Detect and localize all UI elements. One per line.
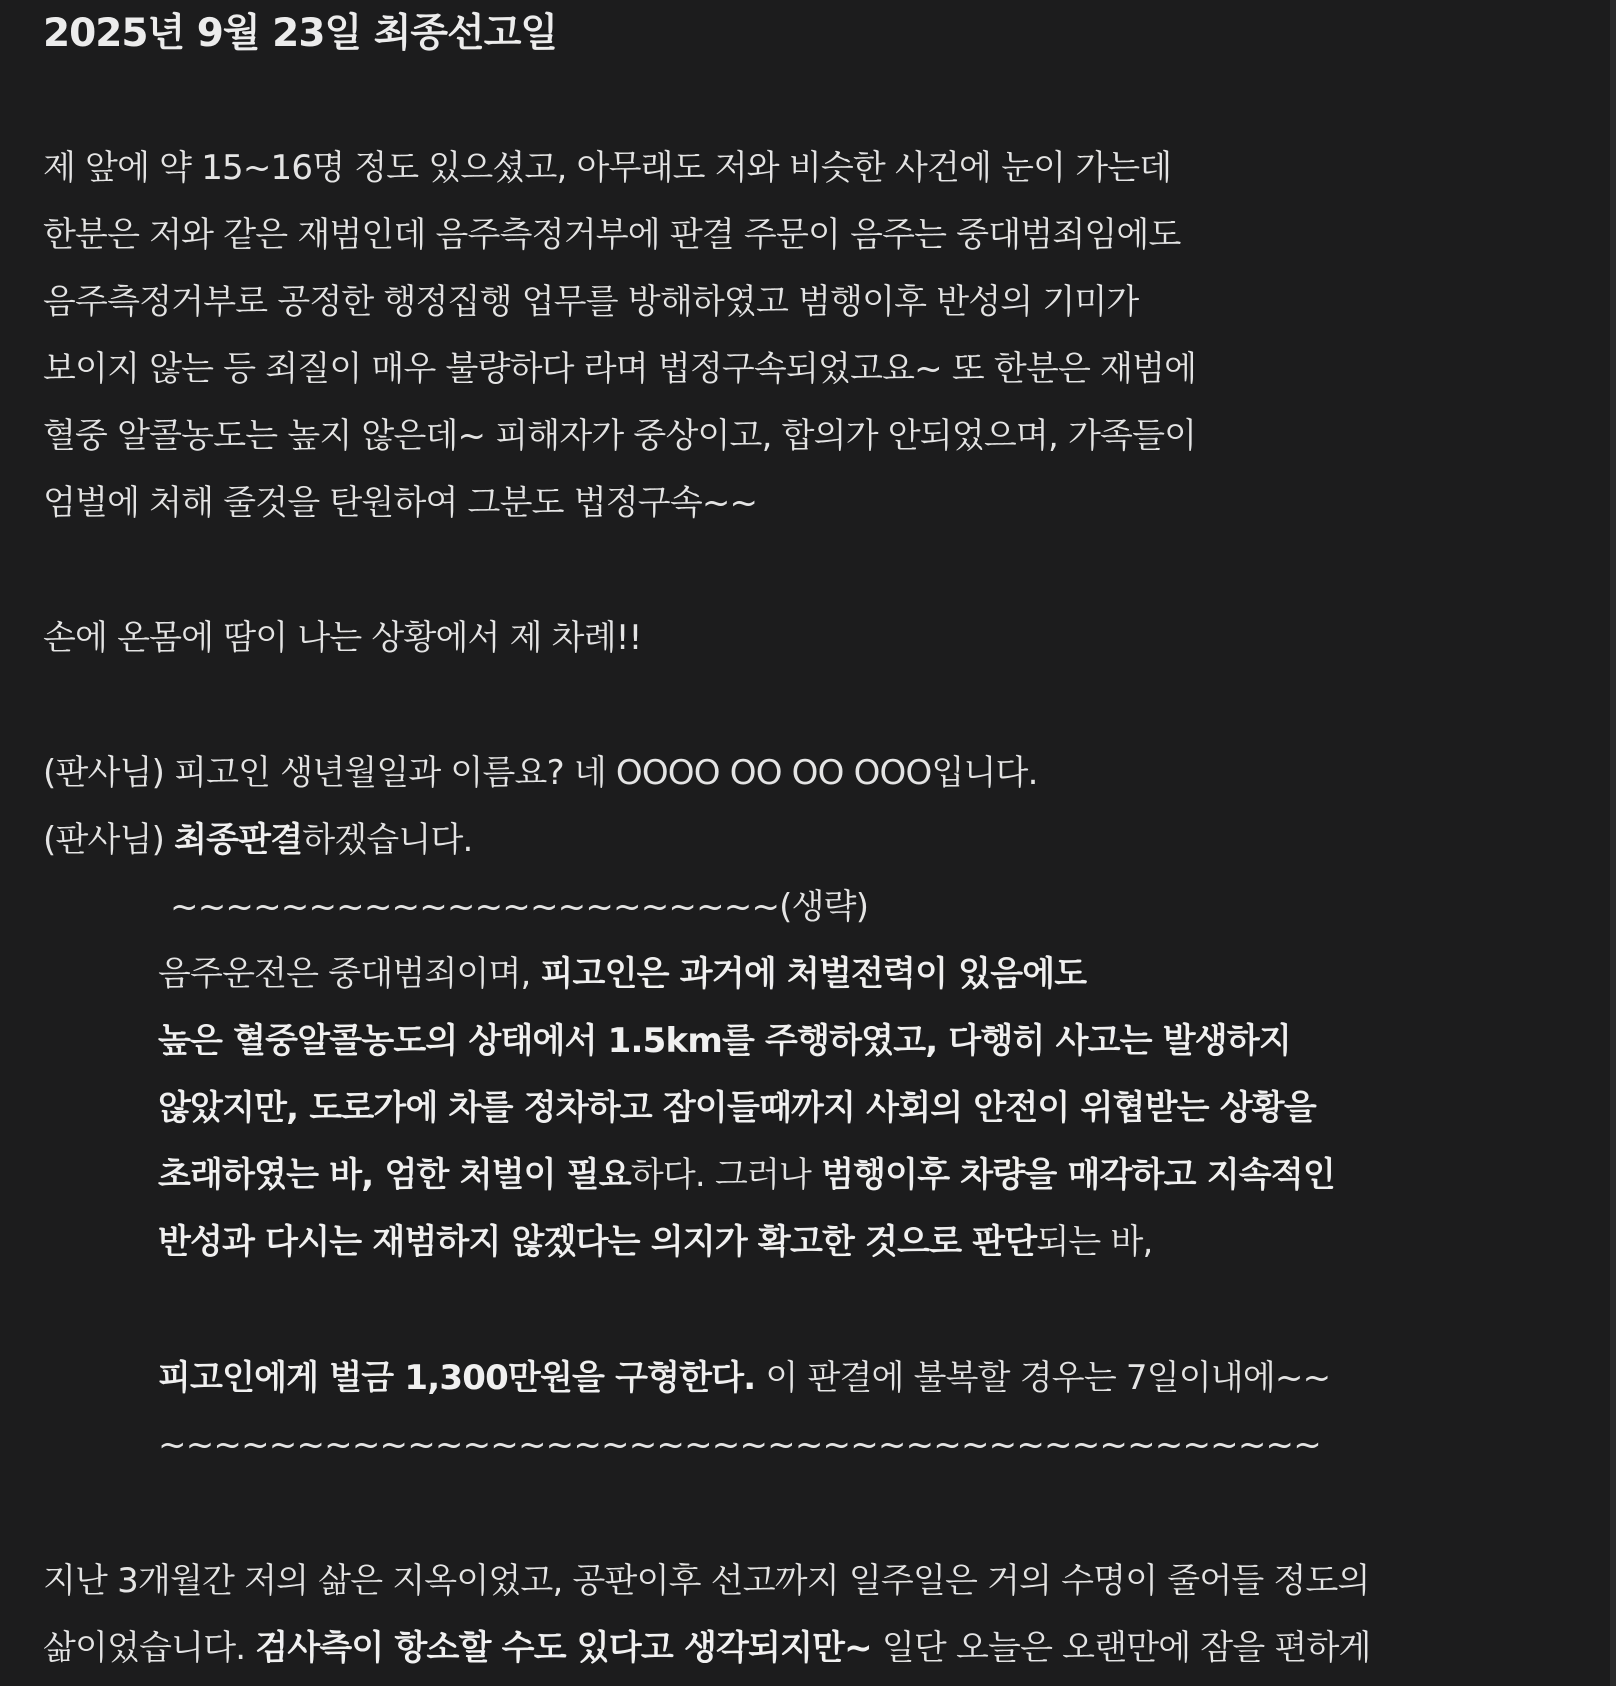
verdict-line	[158, 1218, 1153, 1266]
sentence-bold: 피고인에게 벌금 1,300만원을 구형한다.	[158, 1358, 756, 1398]
judge-bold: 최종판결	[174, 820, 303, 860]
judge-prefix: (판사님)	[43, 820, 175, 860]
closing-line: 지난 3개월간 저의 삶은 지옥이었고, 공판이후 선고까지 일주일은 거의 수명이 줄어들 정도의	[43, 1561, 1370, 1601]
sentence-text: 이 판결에 불복할 경우는 7일이내에~~	[755, 1358, 1331, 1398]
post-title: 2025년 9월 23일 최종선고일	[43, 11, 558, 56]
judge-suffix: 하겠습니다.	[302, 820, 473, 860]
paragraph-line: 음주측정거부로 공정한 행정집행 업무를 방해하였고 범행이후 반성의 기미가	[43, 282, 1139, 322]
judge-line: (판사님) 피고인 생년월일과 이름요? 네 OOOO OO OO OOO입니다.	[43, 753, 1038, 793]
paragraph-line: 엄벌에 처해 줄것을 탄원하여 그분도 법정구속~~	[43, 483, 758, 523]
page-edge-divider	[1610, 0, 1616, 1686]
sentence-line	[158, 1354, 1330, 1402]
paragraph-line: 제 앞에 약 15~16명 정도 있으셨고, 아무래도 저와 비슷한 사건에 눈이 가는데	[43, 148, 1172, 188]
omitted-line: ~~~~~~~~~~~~~~~~~~~~~~(생략)	[170, 887, 869, 927]
verdict-line	[158, 1151, 1335, 1199]
verdict-bold: 범행이후 차량을 매각하고 지속적인	[821, 1155, 1335, 1195]
paragraph-line: 혈중 알콜농도는 높지 않은데~ 피해자가 중상이고, 합의가 안되었으며, 가족들이	[43, 416, 1197, 456]
verdict-bold: 초래하였는 바, 엄한 처벌이 필요	[158, 1155, 631, 1195]
paragraph-line: 한분은 저와 같은 재범인데 음주측정거부에 판결 주문이 음주는 중대범죄임에도	[43, 215, 1181, 255]
verdict-line	[158, 950, 1086, 998]
verdict-text: 음주운전은 중대범죄이며,	[158, 954, 541, 994]
verdict-line: 않았지만, 도로가에 차를 정차하고 잠이들때까지 사회의 안전이 위협받는 상황을	[158, 1088, 1316, 1128]
verdict-bold: 피고인은 과거에 처벌전력이 있음에도	[540, 954, 1087, 994]
verdict-line: 높은 혈중알콜농도의 상태에서 1.5km를 주행하였고, 다행히 사고는 발생하지	[158, 1021, 1291, 1061]
verdict-text: 되는 바,	[1036, 1222, 1153, 1262]
verdict-bold: 반성과 다시는 재범하지 않겠다는 의지가 확고한 것으로 판단	[158, 1222, 1037, 1262]
judge-line	[43, 816, 473, 864]
closing-text: 일단 오늘은 오랜만에 잠을 편하게	[871, 1628, 1371, 1668]
paragraph-line: 손에 온몸에 땀이 나는 상황에서 제 차례!!	[43, 618, 642, 658]
closing-line	[43, 1624, 1371, 1672]
closing-bold: 검사측이 항소할 수도 있다고 생각되지만~	[255, 1628, 872, 1668]
tilde-line: ~~~~~~~~~~~~~~~~~~~~~~~~~~~~~~~~~~~~~~~~~~	[158, 1425, 1321, 1465]
paragraph-line: 보이지 않는 등 죄질이 매우 불량하다 라며 법정구속되었고요~ 또 한분은 재범에	[43, 349, 1197, 389]
verdict-text: 하다. 그러나	[630, 1155, 822, 1195]
closing-text: 삶이었습니다.	[43, 1628, 256, 1668]
